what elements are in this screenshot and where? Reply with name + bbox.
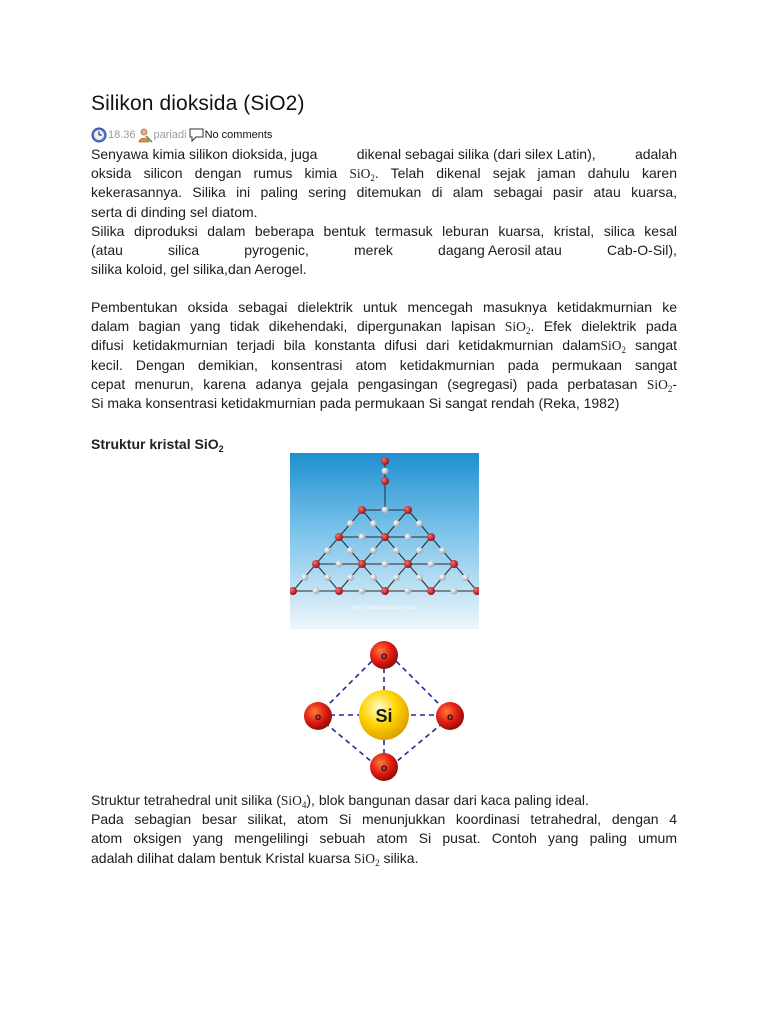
text-line: serta di dinding sel diatom. — [91, 203, 258, 220]
formula-sio2: SiO$_2$ — [504, 319, 531, 337]
oxygen-atom — [450, 560, 458, 568]
oxygen-atom — [404, 506, 412, 514]
text-fragment: adalah dilihat dalam bentuk Kristal kuarsa — [91, 849, 355, 866]
text-line — [91, 336, 677, 355]
clock-icon — [91, 127, 107, 143]
text-fragment: oksida silicon dengan rumus kimia — [91, 165, 350, 182]
oxygen-atom — [312, 560, 320, 568]
formula-sio2: SiO$_2$ — [646, 376, 673, 394]
oxygen-atom — [381, 477, 389, 485]
silicon-atom — [462, 574, 469, 581]
silicon-atom — [324, 547, 331, 554]
oxygen-atom — [427, 587, 435, 595]
text-line — [91, 145, 677, 164]
oxygen-atom — [358, 560, 366, 568]
silicon-label: Si — [375, 706, 393, 726]
paragraph-tetrahedral — [91, 791, 677, 868]
post-time: 18.36 — [108, 129, 136, 141]
oxygen-atom-left — [304, 702, 332, 730]
image-watermark: http://www.astrosurf.com — [352, 605, 418, 611]
text-fragment: Struktur tetrahedral unit silika ( — [91, 792, 281, 808]
text-fragment: (atau — [91, 242, 123, 259]
silicon-atom — [393, 547, 400, 554]
text-line: silika koloid, gel silika,dan Aerogel. — [91, 261, 307, 278]
silicon-atom — [313, 588, 320, 595]
svg-text:o: o — [380, 763, 388, 774]
formula-sio2: SiO$_2$ — [349, 166, 375, 184]
silicon-atom — [336, 561, 343, 568]
silicon-atom — [359, 588, 366, 595]
svg-text:o: o — [314, 712, 322, 723]
silicon-atom — [405, 588, 412, 595]
text-fragment: - — [672, 375, 677, 392]
oxygen-atom — [404, 560, 412, 568]
text-line: Pada sebagian besar silikat, atom Si menunjukkan koordinasi tetrahedral, dengan 4 — [91, 811, 677, 828]
oxygen-atom — [335, 587, 343, 595]
text-fragment: dagang Aerosil atau — [438, 242, 562, 259]
silicon-atom — [324, 574, 331, 581]
oxygen-atom-bottom — [370, 753, 398, 781]
oxygen-atom — [427, 533, 435, 541]
crystal-structure-image — [290, 453, 479, 629]
svg-text:o: o — [446, 712, 454, 723]
silicon-atom — [382, 561, 389, 568]
paragraph-intro — [91, 145, 677, 279]
text-line — [91, 317, 677, 336]
text-fragment: merek — [354, 242, 393, 259]
oxygen-atom — [358, 506, 366, 514]
silicon-atom — [370, 574, 377, 581]
formula-sio4: SiO$_4$ — [280, 793, 307, 810]
text-fragment: difusi ketidakmurnian terjadi bila konstanta difusi dari ketidakmurnian dalam — [91, 337, 601, 354]
text-line — [91, 164, 677, 183]
silicon-atom — [382, 468, 389, 475]
text-line: Silika diproduksi dalam beberapa bentuk termasuk leburan kuarsa, kristal, silica kesal — [91, 222, 677, 239]
text-fragment: sangat — [625, 337, 677, 354]
oxygen-atom-top — [370, 641, 398, 669]
silicon-atom — [347, 547, 354, 554]
post-title: Silikon dioksida (SiO2) — [91, 92, 305, 115]
text-fragment: silika. — [379, 849, 419, 866]
text-fragment: adalah — [634, 146, 677, 162]
silicon-atom — [359, 534, 366, 541]
text-fragment: . Telah dikenal sejak jaman dahulu karen — [374, 165, 677, 182]
text-line — [91, 791, 677, 810]
text-fragment: silica — [168, 242, 200, 259]
silicon-atom — [416, 574, 423, 581]
text-line: atom oksigen yang mengelilingi sebuah atom Si pusat. Contoh yang paling umum — [91, 830, 677, 847]
oxygen-atom — [381, 457, 389, 465]
text-line — [91, 241, 677, 260]
silicon-atom — [301, 574, 308, 581]
paragraph-dielectric — [91, 298, 677, 413]
text-line: Si maka konsentrasi ketidakmurnian pada permukaan Si sangat rendah (Reka, 1982) — [91, 395, 620, 412]
user-icon — [137, 127, 153, 143]
silicon-atom — [393, 574, 400, 581]
silicon-atom — [370, 520, 377, 527]
post-author[interactable]: pariadi — [153, 129, 187, 141]
text-fragment: . Efek dielektrik pada — [530, 318, 678, 335]
oxygen-atom-right — [436, 702, 464, 730]
silicon-atom — [347, 520, 354, 527]
silicon-atom — [439, 574, 446, 581]
text-line — [91, 375, 677, 394]
silicon-atom — [416, 520, 423, 527]
comments-link[interactable]: No comments — [204, 129, 273, 141]
text-fragment: Senyawa kimia silikon dioksida, juga — [91, 146, 318, 162]
text-line: kecil. Dengan demikian, konsentrasi atom ketidakmurnian pada permukaan sangat — [91, 356, 677, 373]
svg-text:o: o — [380, 651, 388, 662]
silicon-atom — [428, 561, 435, 568]
silicon-atom — [347, 574, 354, 581]
silicon-atom — [439, 547, 446, 554]
post-meta — [91, 126, 272, 144]
oxygen-atom — [335, 533, 343, 541]
text-fragment: dalam bagian yang tidak dikehendaki, dipergunakan lapisan — [91, 318, 505, 335]
text-line: Pembentukan oksida sebagai dielektrik untuk mencegah masuknya ketidakmurnian ke — [91, 299, 677, 315]
section-heading: Struktur kristal SiO$_2$ — [91, 436, 224, 454]
tetrahedral-unit-image — [290, 630, 479, 783]
formula-sio2: SiO$_2$ — [354, 850, 380, 868]
silicon-atom — [416, 547, 423, 554]
text-fragment: cepat menurun, karena adanya gejala pengasingan (segregasi) pada perbatasan — [91, 375, 647, 392]
silicon-atom — [382, 507, 389, 514]
silicon-atom — [370, 547, 377, 554]
silicon-atom — [451, 588, 458, 595]
text-fragment: dikenal sebagai silika (dari silex Latin), — [356, 146, 596, 162]
oxygen-atom — [381, 587, 389, 595]
text-fragment: ), blok bangunan dasar dari kaca paling ideal. — [306, 792, 589, 808]
silicon-atom — [405, 534, 412, 541]
formula-sio2: SiO$_2$ — [600, 338, 626, 356]
text-line — [91, 849, 677, 868]
text-fragment: pyrogenic, — [244, 242, 309, 259]
text-fragment: Cab-O-Sil), — [606, 242, 677, 259]
comment-icon — [188, 127, 204, 143]
text-line: kekerasannya. Silika ini paling sering ditemukan di alam sebagai pasir atau kuarsa, — [91, 184, 677, 201]
silicon-atom — [393, 520, 400, 527]
oxygen-atom — [381, 533, 389, 541]
